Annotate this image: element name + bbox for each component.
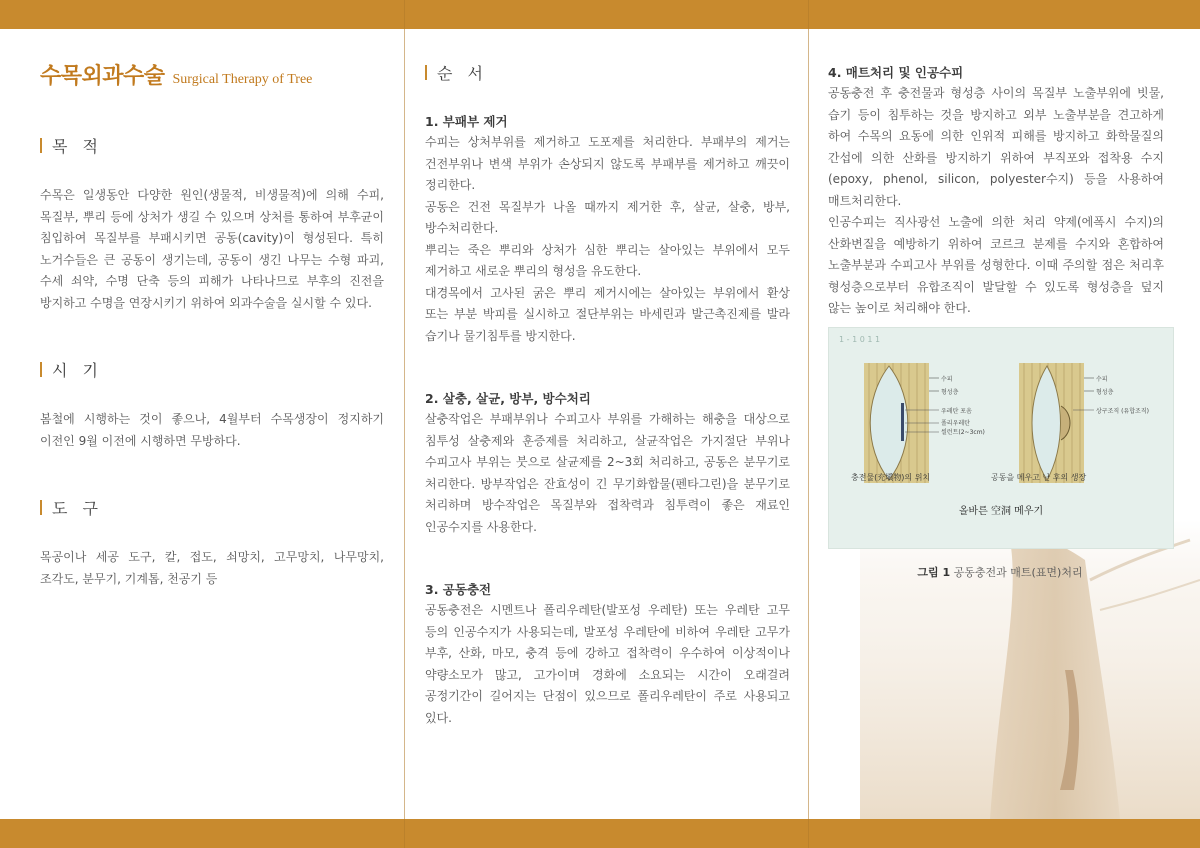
timing-text: 봄철에 시행하는 것이 좋으나, 4월부터 수목생장이 정지하기 이전인 9월 이전에 시행하면 무방하다. <box>40 412 384 448</box>
step-4-paragraph: 인공수피는 직사광선 노출에 의한 처리 약제(에폭시 수지)의 산화변질을 예방하기 위하여 코르크 분제를 수지와 혼합하여 노출부분과 수피고사 부위를 성형한다. 이때 주의할 점은 처리후 형성층으로부터 유합조직이 발달할 수 있도록 형성층을 덮지 않는 높이로 처리해야 한다. <box>828 215 1164 315</box>
step-4-block <box>828 63 1164 320</box>
figure-label: 폴리우레탄 <box>941 420 970 427</box>
step-1-paragraph: 뿌리는 죽은 뿌리와 상처가 심한 뿌리는 살아있는 부위에서 모두 제거하고 새로운 뿌리의 형성을 유도한다. <box>425 242 790 278</box>
section-heading-procedure <box>425 61 790 84</box>
panel-middle <box>405 29 808 819</box>
step-1-paragraph: 대경목에서 고사된 굵은 뿌리 제거시에는 살아있는 부위에서 환상 또는 부분 박피를 실시하고 절단부위는 바세린과 발근촉진제를 발라 습기나 물기침투를 방지한다. <box>425 285 790 343</box>
heading-bar <box>40 138 42 153</box>
purpose-text: 수목은 일생동안 다양한 원인(생물적, 비생물적)에 의해 수피, 목질부, 뿌리 등에 상처가 생길 수 있으며 상처를 통하여 부후균이 침입하여 목질부를 부패시키면 공동(cavity)이 형성된다. 특히 노거수들은 큰 공동이 생기는데, 공동이 생긴 나무는 수형 파괴, 수세 쇠약, 수명 단축 등의 피해가 나타나므로 부후의 진전을 방지하고 수명을 연장시키기 위하여 외과수술을 실시할 수 있다. <box>40 188 384 310</box>
step-2-block <box>425 389 790 538</box>
step-1-paragraph: 공동은 건전 목질부가 나올 때까지 제거한 후, 살균, 살충, 방부, 방수처리한다. <box>425 199 790 235</box>
figure-label: 상구조직 (유합조직) <box>1096 408 1149 415</box>
bottom-band <box>0 819 1200 848</box>
panel-right <box>809 29 1200 819</box>
figure-label: 씰런트(2~3cm) <box>941 429 985 436</box>
tools-text: 목공이나 세공 도구, 칼, 접도, 쇠망치, 고무망치, 나무망치, 조각도, 분무기, 기계톱, 천공기 등 <box>40 550 384 586</box>
section-heading-label: 목 적 <box>52 137 103 156</box>
figure-label: 수피 <box>941 376 953 383</box>
figure-left-caption: 충전물(充塡物)의 위치 <box>851 473 931 482</box>
step-4-title: 4. 매트처리 및 인공수피 <box>828 65 964 80</box>
heading-bar <box>425 65 427 80</box>
panel-left <box>0 29 404 819</box>
figure-label: 형성층 <box>1096 389 1114 396</box>
figure-caption-text: 공동충전과 매트(표면)처리 <box>953 566 1083 579</box>
section-heading-tools <box>40 496 384 519</box>
figure-label: 수피 <box>1096 376 1108 383</box>
right-trunk-diagram <box>1019 363 1149 483</box>
cavity-diagram <box>829 328 1173 548</box>
heading-bar <box>40 500 42 515</box>
page-title: 수목외과수술 <box>40 64 165 89</box>
top-band <box>0 0 1200 29</box>
step-4-paragraph: 공동충전 후 충전물과 형성층 사이의 목질부 노출부위에 빗물, 습기 등이 침투하는 것을 방지하고 외부 노출부분을 견고하게 하여 수목의 요동에 의한 인위적 피해를 방지하고 화학물질의 간섭에 의한 산화를 방지하기 위하여 부직포와 접착용 수지(epoxy, phenol, silicon, polyester수지) 등을 사용하여 매트처리한다. <box>828 86 1164 208</box>
figure-caption <box>828 564 1172 580</box>
figure-label: 형성층 <box>941 389 959 396</box>
step-2-title: 2. 살충, 살균, 방부, 방수처리 <box>425 391 591 406</box>
figure-label: 우레탄 포옴 <box>941 408 972 415</box>
step-1-block <box>425 112 790 347</box>
section-heading-timing <box>40 358 384 381</box>
step-3-block <box>425 580 790 729</box>
step-3-paragraph: 공동충전은 시멘트나 폴리우레탄(발포성 우레탄) 또는 우레탄 고무 등의 인공수지가 사용되는데, 발포성 우레탄에 비하여 우레탄 고무가 부후, 산화, 마모, 충격 등에 강하고 접착력이 우수하여 이상적이나 약량소모가 많고, 고가이며 경화에 소요되는 시간이 오래걸려 공정기간이 길어지는 단점이 있으므로 폴리우레탄이 주로 사용되고 있다. <box>425 603 790 725</box>
figure-corner-label: 1 - 1 0 1 1 <box>839 335 881 344</box>
page-subtitle: Surgical Therapy of Tree <box>172 72 313 87</box>
step-1-paragraph: 수피는 상처부위를 제거하고 도포제를 처리한다. 부패부의 제거는 건전부위나 변색 부위가 손상되지 않도록 부패부를 제거하고 깨끗이 정리한다. <box>425 135 790 192</box>
left-trunk-diagram <box>864 363 985 483</box>
section-heading-label: 시 기 <box>52 361 103 380</box>
figure-cavity-filling <box>828 327 1174 549</box>
heading-bar <box>40 362 42 377</box>
figure-caption-number: 그림 1 <box>917 566 951 579</box>
section-heading-purpose <box>40 134 384 157</box>
step-1-title: 1. 부패부 제거 <box>425 114 508 129</box>
figure-bottom-caption: 올바른 空洞 메우기 <box>958 506 1044 517</box>
section-heading-label: 도 구 <box>52 499 103 518</box>
section-heading-label: 순 서 <box>437 64 488 83</box>
title-row <box>40 59 384 90</box>
step-2-paragraph: 살충작업은 부패부위나 수피고사 부위를 가해하는 해충을 대상으로 침투성 살충제와 훈증제를 처리하고, 살균작업은 가지절단 부위나 수피고사 부위는 붓으로 살균제를 2~3회 처리하고, 공동은 분무기로 처리한다. 방부작업은 잔효성이 긴 무기화합물(펜타그린)을 분무기로 처리하며 방수작업은 목질부와 접착력과 침투력이 좋은 재료인 인공수지를 사용한다. <box>425 412 790 534</box>
step-3-title: 3. 공동충전 <box>425 582 492 597</box>
figure-right-caption: 공동을 메우고 난 후의 생장 <box>991 473 1087 482</box>
